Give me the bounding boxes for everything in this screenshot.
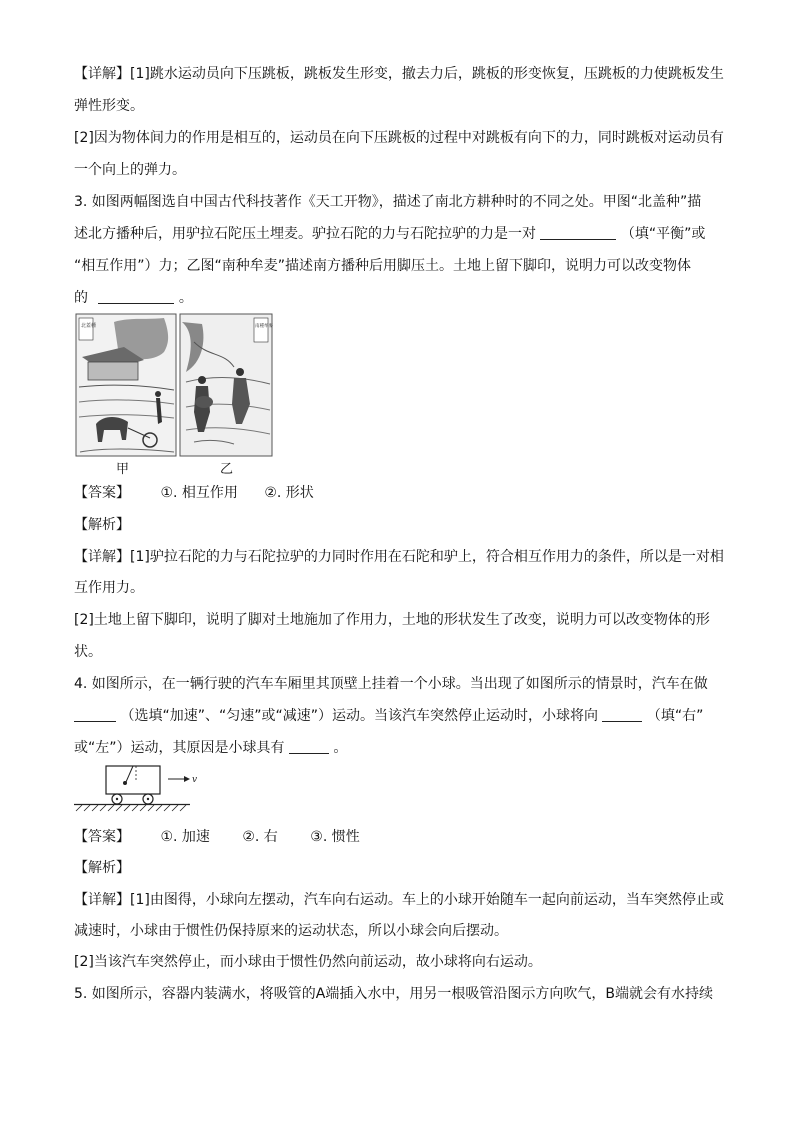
answer-item: ①. 加速 <box>160 829 210 845</box>
answer-tag: 【答案】 <box>74 485 130 501</box>
question-3-text <box>74 224 724 244</box>
detail-line: 【详解】[1]由图得，小球向左摆动，汽车向右运动。车上的小球开始随车一起向前运动，当车突然停止或 <box>74 892 724 908</box>
explanation-line: [2]因为物体间力的作用是相互的，运动员在向下压跳板的过程中对跳板有向下的力，同时跳板对运动员有 <box>74 130 724 146</box>
answer-item: ③. 惯性 <box>310 829 360 845</box>
figure-caption-yi: 乙 <box>220 462 234 477</box>
explanation-line: 【详解】[1]跳水运动员向下压跳板，跳板发生形变，撤去力后，跳板的形变恢复，压跳板的力使跳板发生 <box>74 66 724 82</box>
question-text-segment: 或“左”）运动，其原因是小球具有 <box>74 740 285 756</box>
question-4-text <box>74 706 724 726</box>
explanation-line: 一个向上的弹力。 <box>74 162 186 178</box>
detail-line: [2]当该汽车突然停止，而小球由于惯性仍然向前运动，故小球将向右运动。 <box>74 954 542 970</box>
question-text-segment: 。 <box>333 740 348 756</box>
question-3-text <box>74 288 724 308</box>
answer-item: ①. 相互作用 <box>160 485 238 501</box>
pendulum-ball <box>123 781 127 785</box>
answer-blank <box>540 225 616 240</box>
detail-line: 【详解】[1]驴拉石陀的力与石陀拉驴的力同时作用在石陀和驴上，符合相互作用力的条件，所以是一对相 <box>74 549 724 565</box>
svg-text:南種牟麥: 南種牟麥 <box>255 324 273 329</box>
question-3-text: “相互作用”）力；乙图“南种牟麦”描述南方播种后用脚压土。土地上留下脚印，说明力可以改变物体 <box>74 258 692 274</box>
detail-line: 互作用力。 <box>74 580 144 596</box>
answer-line <box>74 827 724 847</box>
ground-hatching <box>76 805 186 811</box>
car-pendulum-figure <box>74 762 204 812</box>
question-text-segment: （填“右” <box>646 708 704 724</box>
question-text-segment: （填“平衡”或 <box>620 226 706 242</box>
detail-line: 状。 <box>74 644 102 660</box>
svg-text:北蓋種: 北蓋種 <box>81 323 97 329</box>
question-3-text: 3. 如图两幅图选自中国古代科技著作《天工开物》，描述了南北方耕种时的不同之处。甲图“北盖种”描 <box>74 194 702 210</box>
answer-tag: 【答案】 <box>74 829 130 845</box>
question-4-text: 4. 如图所示，在一辆行驶的汽车车厢里其顶壁上挂着一个小球。当出现了如图所示的情景时，汽车在做 <box>74 676 708 692</box>
answer-blank <box>98 289 174 304</box>
analysis-tag: 【解析】 <box>74 860 130 876</box>
question-text-segment: 的 <box>74 290 88 306</box>
question-text-segment: 。 <box>178 290 193 306</box>
explanation-line: 弹性形变。 <box>74 98 144 114</box>
answer-item: ②. 右 <box>242 829 278 845</box>
answer-item: ②. 形状 <box>264 485 314 501</box>
detail-line: 减速时，小球由于惯性仍保持原来的运动状态，所以小球会向后摆动。 <box>74 923 508 939</box>
analysis-tag: 【解析】 <box>74 517 130 533</box>
answer-line <box>74 483 724 503</box>
question-5-text: 5. 如图所示，容器内装满水，将吸管的A端插入水中，用另一根吸管沿图示方向吹气，B端就会有水持续 <box>74 986 713 1002</box>
answer-blank <box>74 707 116 722</box>
question-4-text <box>74 738 724 758</box>
velocity-arrow-icon <box>168 776 190 782</box>
woodcut-figures <box>74 312 274 460</box>
detail-line: [2]土地上留下脚印，说明了脚对土地施加了作用力，土地的形状发生了改变，说明力可以改变物体的形 <box>74 612 710 628</box>
answer-blank <box>602 707 642 722</box>
answer-blank <box>289 739 329 754</box>
question-text-segment: （选填“加速”、“匀速”或“减速”）运动。当该汽车突然停止运动时，小球将向 <box>120 708 598 724</box>
figure-caption-jia: 甲 <box>116 462 130 477</box>
question-text-segment: 述北方播种后，用驴拉石陀压土埋麦。驴拉石陀的力与石陀拉驴的力是一对 <box>74 226 536 242</box>
car-body <box>106 766 160 794</box>
velocity-label: v <box>192 775 198 785</box>
